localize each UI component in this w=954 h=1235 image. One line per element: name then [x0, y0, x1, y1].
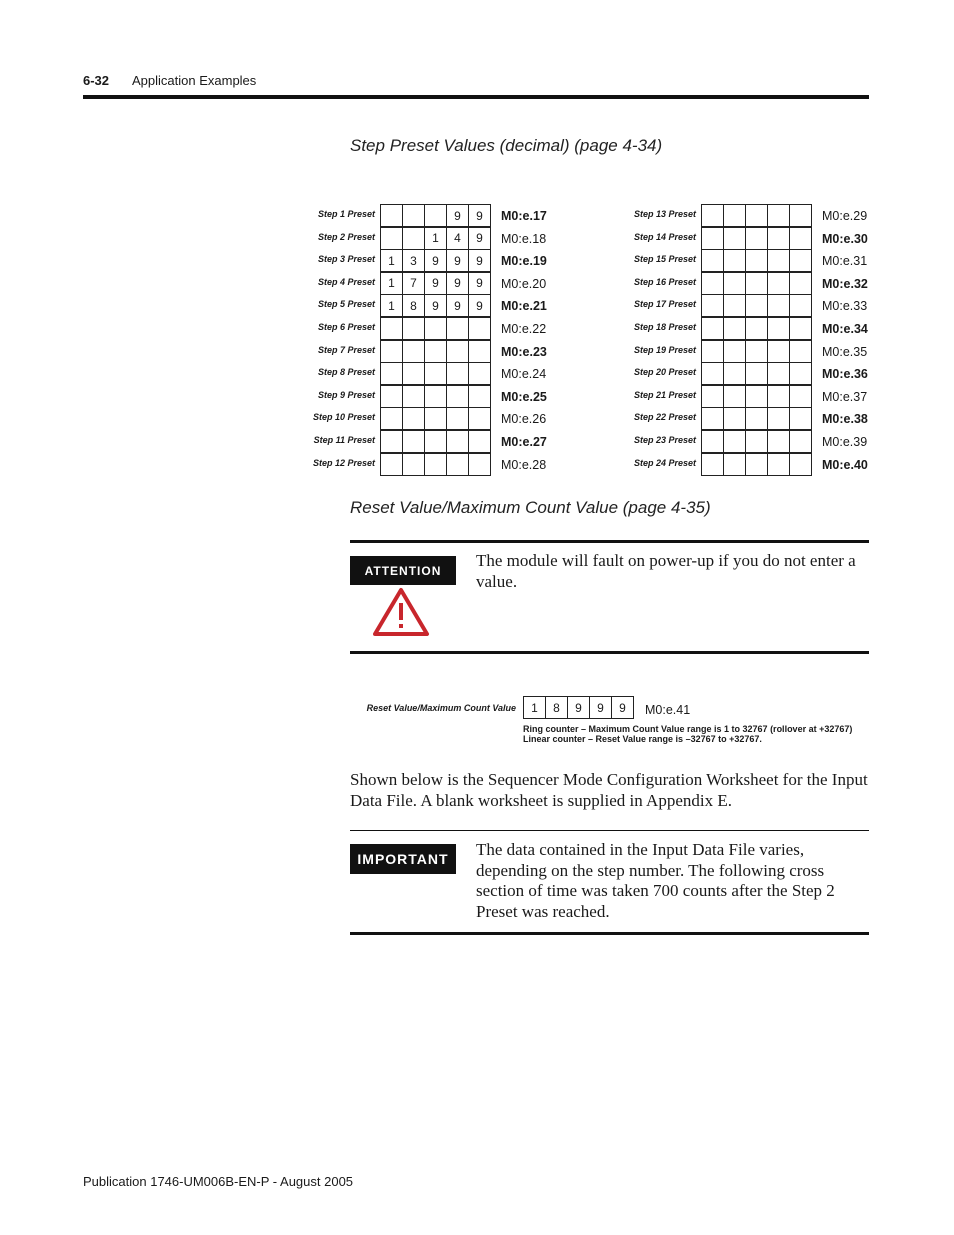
digit-cell — [789, 204, 812, 227]
step-preset-address: M0:e.30 — [822, 231, 868, 246]
reset-value-address: M0:e.41 — [645, 703, 691, 717]
digit-cell — [723, 430, 746, 453]
step-preset-address: M0:e.26 — [501, 412, 547, 427]
digit-cell — [789, 430, 812, 453]
step-preset-address: M0:e.17 — [501, 209, 547, 223]
step-preset-digits — [380, 317, 491, 340]
step-preset-label: Step 2 Preset — [317, 231, 375, 242]
digit-cell — [723, 385, 746, 408]
step-preset-digits — [701, 453, 812, 476]
digit-cell — [701, 453, 724, 476]
reset-section-title: Reset Value/Maximum Count Value (page 4-35) — [350, 498, 711, 517]
step-preset-label: Step 1 Preset — [317, 209, 375, 219]
step-preset-address: M0:e.34 — [822, 322, 868, 336]
digit-cell — [424, 430, 447, 453]
step-preset-digits — [701, 385, 812, 408]
digit-cell — [446, 317, 469, 340]
step-preset-address: M0:e.33 — [822, 299, 868, 314]
digit-cell — [745, 430, 768, 453]
digit-cell — [723, 317, 746, 340]
important-top-rule — [350, 830, 869, 831]
digit-cell: 1 — [424, 227, 447, 250]
digit-cell — [723, 340, 746, 363]
digit-cell — [402, 430, 425, 453]
digit-cell — [701, 430, 724, 453]
step-preset-label: Step 16 Preset — [633, 276, 696, 287]
step-preset-address: M0:e.19 — [501, 254, 547, 269]
step-preset-digits — [380, 430, 491, 453]
digit-cell — [723, 227, 746, 250]
step-preset-digits — [380, 249, 491, 272]
step-preset-address: M0:e.39 — [822, 435, 868, 449]
step-preset-address: M0:e.36 — [822, 367, 868, 382]
digit-cell — [468, 317, 491, 340]
step-preset-label: Step 23 Preset — [633, 435, 696, 445]
digit-cell — [789, 407, 812, 430]
digit-cell — [402, 385, 425, 408]
step-preset-digits — [380, 340, 491, 363]
digit-cell — [468, 385, 491, 408]
digit-cell — [402, 340, 425, 363]
digit-cell — [380, 430, 403, 453]
digit-cell — [701, 227, 724, 250]
digit-cell — [723, 407, 746, 430]
digit-cell — [402, 453, 425, 476]
digit-cell — [402, 317, 425, 340]
step-preset-label: Step 14 Preset — [633, 231, 696, 242]
digit-cell — [767, 294, 790, 317]
digit-cell — [745, 294, 768, 317]
digit-cell — [424, 317, 447, 340]
digit-cell — [767, 362, 790, 385]
step-preset-address: M0:e.35 — [822, 344, 868, 359]
publication-footer: Publication 1746-UM006B-EN-P - August 2005 — [83, 1174, 354, 1189]
digit-cell — [468, 340, 491, 363]
digit-cell — [701, 362, 724, 385]
step-preset-digits — [701, 362, 812, 385]
step-preset-label: Step 21 Preset — [633, 389, 696, 400]
reset-digit-cell: 1 — [523, 696, 546, 719]
digit-cell: 9 — [424, 294, 447, 317]
digit-cell: 1 — [380, 249, 403, 272]
step-preset-label: Step 10 Preset — [312, 412, 375, 423]
step-preset-label: Step 5 Preset — [317, 299, 375, 310]
digit-cell — [789, 249, 812, 272]
step-preset-address: M0:e.40 — [822, 457, 868, 472]
digit-cell: 1 — [380, 294, 403, 317]
step-preset-label: Step 7 Preset — [317, 344, 375, 355]
digit-cell — [468, 407, 491, 430]
step-preset-address: M0:e.37 — [822, 389, 868, 404]
step-preset-digits — [701, 317, 812, 340]
digit-cell — [380, 362, 403, 385]
digit-cell — [701, 294, 724, 317]
step-preset-digits — [701, 204, 812, 227]
digit-cell — [424, 385, 447, 408]
step-preset-label: Step 13 Preset — [633, 209, 696, 219]
digit-cell: 1 — [380, 272, 403, 295]
digit-cell — [701, 204, 724, 227]
step-preset-digits — [380, 227, 491, 250]
digit-cell — [767, 385, 790, 408]
digit-cell — [789, 385, 812, 408]
step-preset-address: M0:e.38 — [822, 412, 868, 427]
step-preset-address: M0:e.20 — [501, 276, 547, 291]
digit-cell — [745, 249, 768, 272]
digit-cell — [745, 385, 768, 408]
step-preset-address: M0:e.27 — [501, 435, 547, 449]
digit-cell: 4 — [446, 227, 469, 250]
digit-cell — [723, 294, 746, 317]
step-preset-label: Step 22 Preset — [633, 412, 696, 423]
ring-counter-note: Ring counter – Maximum Count Value range is 1 to 32767 (rollover at +32767) — [523, 724, 853, 734]
step-preset-address: M0:e.18 — [501, 231, 547, 246]
digit-cell: 9 — [446, 294, 469, 317]
step-preset-digits — [701, 249, 812, 272]
digit-cell: 3 — [402, 249, 425, 272]
attention-bottom-rule — [350, 651, 869, 654]
important-text: The data contained in the Input Data File varies, depending on the step number. The following cross section of time was taken 700 counts after the Step 2 Preset was reached. — [476, 840, 835, 921]
digit-cell: 9 — [446, 204, 469, 227]
digit-cell: 9 — [468, 294, 491, 317]
digit-cell — [380, 453, 403, 476]
digit-cell — [789, 272, 812, 295]
digit-cell — [723, 362, 746, 385]
digit-cell — [789, 453, 812, 476]
digit-cell — [402, 362, 425, 385]
warning-triangle-icon — [372, 587, 430, 642]
step-preset-digits — [380, 204, 491, 227]
step-preset-label: Step 6 Preset — [317, 322, 375, 332]
digit-cell — [380, 385, 403, 408]
reset-value-grid — [523, 696, 634, 719]
step-preset-address: M0:e.25 — [501, 389, 547, 404]
digit-cell — [767, 317, 790, 340]
section-title: Application Examples — [132, 73, 257, 88]
digit-cell — [745, 340, 768, 363]
digit-cell — [380, 340, 403, 363]
step-preset-digits — [701, 340, 812, 363]
step-preset-address: M0:e.22 — [501, 322, 547, 336]
important-bottom-rule — [350, 932, 869, 935]
digit-cell — [745, 453, 768, 476]
digit-cell — [402, 204, 425, 227]
attention-badge: ATTENTION — [350, 556, 456, 585]
step-preset-address: M0:e.23 — [501, 344, 547, 359]
digit-cell: 9 — [468, 204, 491, 227]
digit-cell — [745, 204, 768, 227]
digit-cell: 9 — [424, 249, 447, 272]
digit-cell: 9 — [446, 249, 469, 272]
digit-cell — [767, 340, 790, 363]
step-preset-label: Step 11 Preset — [313, 435, 375, 445]
digit-cell — [446, 453, 469, 476]
reset-digit-cell: 8 — [545, 696, 568, 719]
digit-cell — [789, 294, 812, 317]
step-preset-digits — [701, 227, 812, 250]
digit-cell: 9 — [424, 272, 447, 295]
digit-cell — [723, 453, 746, 476]
digit-cell — [745, 317, 768, 340]
digit-cell — [424, 204, 447, 227]
step-preset-digits — [701, 272, 812, 295]
digit-cell: 9 — [468, 272, 491, 295]
step-preset-address: M0:e.29 — [822, 209, 868, 223]
step-preset-digits — [380, 272, 491, 295]
reset-value-label: Reset Value/Maximum Count Value — [366, 703, 516, 713]
digit-cell — [380, 204, 403, 227]
digit-cell — [767, 272, 790, 295]
digit-cell: 7 — [402, 272, 425, 295]
step-preset-digits — [380, 453, 491, 476]
step-preset-digits — [701, 294, 812, 317]
digit-cell — [424, 362, 447, 385]
step-preset-label: Step 3 Preset — [317, 254, 375, 265]
digit-cell — [424, 340, 447, 363]
step-preset-label: Step 17 Preset — [633, 299, 696, 310]
digit-cell — [380, 227, 403, 250]
digit-cell — [380, 317, 403, 340]
digit-cell — [424, 407, 447, 430]
digit-cell: 8 — [402, 294, 425, 317]
digit-cell — [380, 407, 403, 430]
reset-digit-cell: 9 — [589, 696, 612, 719]
step-preset-label: Step 4 Preset — [317, 276, 375, 287]
page-number: 6-32 — [83, 73, 110, 88]
header-rule — [83, 95, 869, 99]
step-preset-label: Step 18 Preset — [633, 322, 696, 332]
step-preset-address: M0:e.21 — [501, 299, 547, 314]
digit-cell — [767, 227, 790, 250]
digit-cell — [789, 227, 812, 250]
step-preset-label: Step 15 Preset — [633, 254, 696, 265]
digit-cell — [767, 204, 790, 227]
digit-cell — [402, 407, 425, 430]
step-preset-digits — [380, 294, 491, 317]
digit-cell — [468, 453, 491, 476]
body-paragraph: Shown below is the Sequencer Mode Configuration Worksheet for the Input Data File. A blank worksheet is supplied in Appendix E. — [350, 770, 868, 810]
digit-cell — [468, 362, 491, 385]
step-preset-address: M0:e.24 — [501, 367, 547, 382]
digit-cell — [789, 340, 812, 363]
digit-cell — [468, 430, 491, 453]
digit-cell — [701, 272, 724, 295]
step-preset-address: M0:e.31 — [822, 254, 868, 269]
digit-cell — [767, 430, 790, 453]
digit-cell — [767, 453, 790, 476]
digit-cell — [767, 407, 790, 430]
digit-cell — [402, 227, 425, 250]
step-preset-address: M0:e.28 — [501, 457, 547, 472]
attention-text: The module will fault on power-up if you do not enter a value. — [476, 551, 856, 591]
step-preset-digits — [380, 362, 491, 385]
reset-digit-cell: 9 — [567, 696, 590, 719]
digit-cell — [701, 317, 724, 340]
step-preset-digits — [701, 430, 812, 453]
digit-cell — [446, 385, 469, 408]
attention-top-rule — [350, 540, 869, 543]
digit-cell — [767, 249, 790, 272]
step-preset-label: Step 20 Preset — [633, 367, 696, 378]
digit-cell — [701, 249, 724, 272]
reset-digit-cell: 9 — [611, 696, 634, 719]
digit-cell — [446, 362, 469, 385]
digit-cell: 9 — [446, 272, 469, 295]
digit-cell — [446, 407, 469, 430]
digit-cell: 9 — [468, 249, 491, 272]
step-preset-digits — [380, 407, 491, 430]
digit-cell — [789, 317, 812, 340]
digit-cell — [745, 362, 768, 385]
digit-cell — [745, 272, 768, 295]
digit-cell — [723, 272, 746, 295]
step-preset-digits — [380, 385, 491, 408]
digit-cell — [446, 430, 469, 453]
digit-cell — [701, 385, 724, 408]
digit-cell — [745, 227, 768, 250]
linear-counter-note: Linear counter – Reset Value range is –32767 to +32767. — [523, 734, 762, 744]
digit-cell — [723, 249, 746, 272]
digit-cell: 9 — [468, 227, 491, 250]
digit-cell — [446, 340, 469, 363]
digit-cell — [701, 340, 724, 363]
step-presets-title: Step Preset Values (decimal) (page 4-34) — [350, 136, 663, 155]
step-preset-label: Step 9 Preset — [317, 389, 375, 400]
step-preset-label: Step 19 Preset — [633, 344, 696, 355]
digit-cell — [701, 407, 724, 430]
step-preset-digits — [701, 407, 812, 430]
digit-cell — [723, 204, 746, 227]
important-badge: IMPORTANT — [350, 844, 456, 874]
digit-cell — [424, 453, 447, 476]
step-preset-address: M0:e.32 — [822, 276, 868, 291]
digit-cell — [745, 407, 768, 430]
step-preset-label: Step 8 Preset — [317, 367, 375, 378]
step-preset-label: Step 24 Preset — [633, 457, 696, 468]
step-preset-label: Step 12 Preset — [312, 457, 375, 468]
digit-cell — [789, 362, 812, 385]
